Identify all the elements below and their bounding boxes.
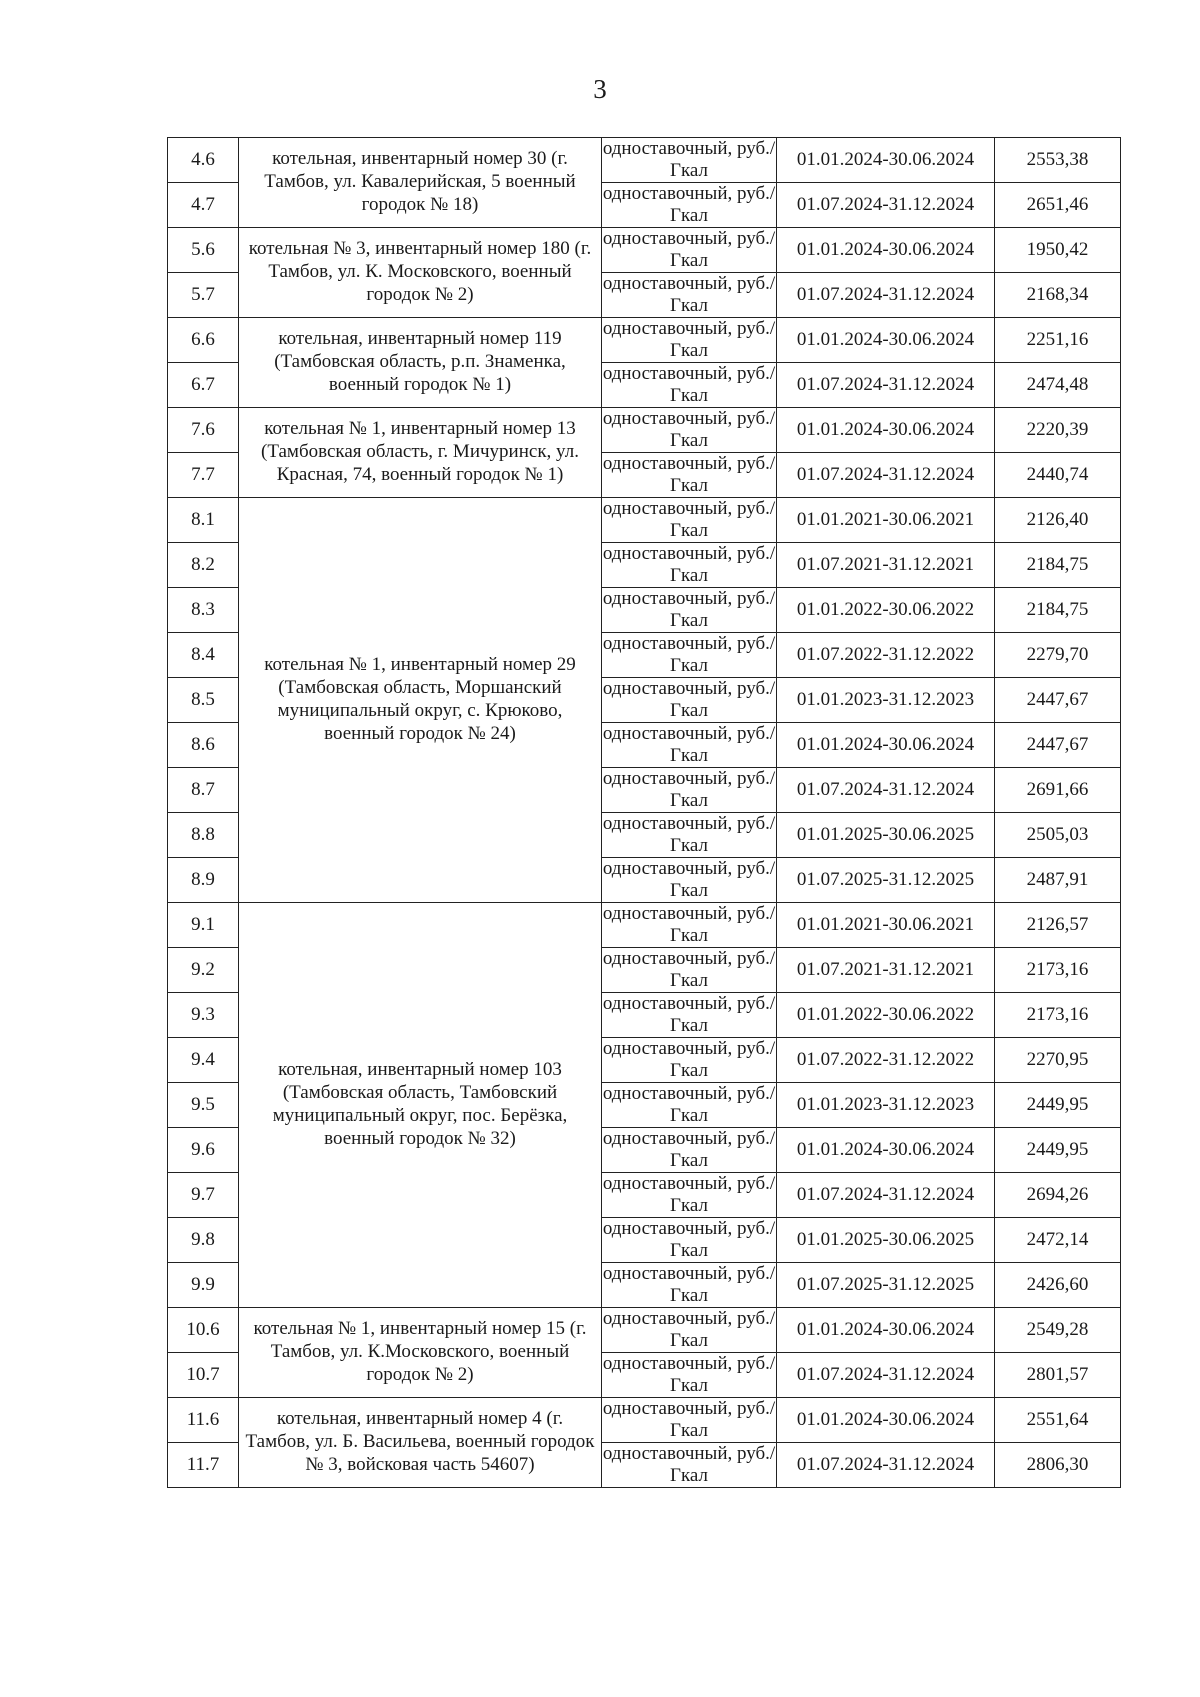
tariff-type: одноставочный, руб./Гкал [602,858,776,901]
row-number: 9.1 [168,903,239,948]
tariff-type: одноставочный, руб./Гкал [602,1398,776,1441]
tariff-period: 01.07.2025-31.12.2025 [777,1263,995,1308]
tariff-period: 01.01.2023-31.12.2023 [777,1083,995,1128]
tariff-period: 01.01.2024-30.06.2024 [777,1128,995,1173]
tariff-period: 01.07.2024-31.12.2024 [777,183,995,228]
tariff-type: одноставочный, руб./Гкал [602,948,776,991]
tariff-period: 01.01.2025-30.06.2025 [777,813,995,858]
row-number: 8.2 [168,543,239,588]
row-number: 10.6 [168,1308,239,1353]
tariff-value: 2447,67 [995,678,1121,723]
tariff-period: 01.07.2025-31.12.2025 [777,858,995,903]
tariff-value: 2487,91 [995,858,1121,903]
row-number: 8.1 [168,498,239,543]
tariff-type: одноставочный, руб./Гкал [602,633,776,676]
boiler-object: котельная № 1, инвентарный номер 29 (Тамбовская область, Моршанский муниципальный округ, с. Крюково, военный городок № 24) [239,498,602,903]
row-number: 8.6 [168,723,239,768]
tariff-type: одноставочный, руб./Гкал [602,813,776,856]
tariff-type: одноставочный, руб./Гкал [602,1083,776,1126]
row-number: 9.2 [168,948,239,993]
row-number: 4.7 [168,183,239,228]
tariff-type: одноставочный, руб./Гкал [602,768,776,811]
tariff-value: 2184,75 [995,543,1121,588]
row-number: 8.7 [168,768,239,813]
tariff-type: одноставочный, руб./Гкал [602,723,776,766]
tariff-value: 2173,16 [995,948,1121,993]
tariff-value: 2691,66 [995,768,1121,813]
table-row [168,903,1121,948]
tariff-period: 01.01.2022-30.06.2022 [777,993,995,1038]
tariff-value: 2220,39 [995,408,1121,453]
row-number: 9.8 [168,1218,239,1263]
tariff-value: 2447,67 [995,723,1121,768]
tariff-period: 01.07.2022-31.12.2022 [777,1038,995,1083]
tariff-value: 2126,57 [995,903,1121,948]
boiler-object: котельная № 1, инвентарный номер 13 (Тамбовская область, г. Мичуринск, ул. Красная, 74, военный городок № 1) [239,408,602,498]
tariff-period: 01.01.2021-30.06.2021 [777,903,995,948]
tariff-value: 2801,57 [995,1353,1121,1398]
row-number: 9.3 [168,993,239,1038]
boiler-object: котельная, инвентарный номер 103 (Тамбовская область, Тамбовский муниципальный округ, пос. Берёзка, военный городок № 32) [239,903,602,1308]
tariff-table [167,137,1121,1488]
tariff-period: 01.01.2024-30.06.2024 [777,408,995,453]
tariff-type: одноставочный, руб./Гкал [602,1218,776,1261]
boiler-object: котельная, инвентарный номер 30 (г. Тамбов, ул. Кавалерийская, 5 военный городок № 18) [239,138,602,228]
table-row [168,1398,1121,1443]
row-number: 5.6 [168,228,239,273]
tariff-value: 2251,16 [995,318,1121,363]
tariff-value: 2449,95 [995,1128,1121,1173]
row-number: 6.7 [168,363,239,408]
row-number: 9.6 [168,1128,239,1173]
tariff-type: одноставочный, руб./Гкал [602,1308,776,1351]
tariff-period: 01.01.2024-30.06.2024 [777,1308,995,1353]
tariff-type: одноставочный, руб./Гкал [602,228,776,271]
tariff-period: 01.07.2021-31.12.2021 [777,543,995,588]
row-number: 4.6 [168,138,239,183]
tariff-type: одноставочный, руб./Гкал [602,678,776,721]
tariff-period: 01.01.2025-30.06.2025 [777,1218,995,1263]
tariff-value: 2549,28 [995,1308,1121,1353]
row-number: 9.4 [168,1038,239,1083]
tariff-type: одноставочный, руб./Гкал [602,408,776,451]
tariff-type: одноставочный, руб./Гкал [602,903,776,946]
tariff-value: 2270,95 [995,1038,1121,1083]
tariff-period: 01.07.2024-31.12.2024 [777,453,995,498]
boiler-object: котельная № 1, инвентарный номер 15 (г. Тамбов, ул. К.Московского, военный городок № 2) [239,1308,602,1398]
tariff-type: одноставочный, руб./Гкал [602,1443,776,1486]
tariff-period: 01.01.2024-30.06.2024 [777,138,995,183]
table-row [168,1308,1121,1353]
row-number: 8.4 [168,633,239,678]
tariff-value: 2426,60 [995,1263,1121,1308]
tariff-value: 2651,46 [995,183,1121,228]
tariff-type: одноставочный, руб./Гкал [602,498,776,541]
boiler-object: котельная № 3, инвентарный номер 180 (г. Тамбов, ул. К. Московского, военный городок № 2) [239,228,602,318]
row-number: 8.3 [168,588,239,633]
tariff-value: 2694,26 [995,1173,1121,1218]
tariff-type: одноставочный, руб./Гкал [602,363,776,406]
tariff-type: одноставочный, руб./Гкал [602,273,776,316]
tariff-value: 2184,75 [995,588,1121,633]
tariff-type: одноставочный, руб./Гкал [602,993,776,1036]
row-number: 7.6 [168,408,239,453]
tariff-period: 01.07.2024-31.12.2024 [777,273,995,318]
tariff-type: одноставочный, руб./Гкал [602,318,776,361]
row-number: 9.9 [168,1263,239,1308]
tariff-period: 01.01.2021-30.06.2021 [777,498,995,543]
tariff-type: одноставочный, руб./Гкал [602,1038,776,1081]
row-number: 9.5 [168,1083,239,1128]
boiler-object: котельная, инвентарный номер 4 (г. Тамбов, ул. Б. Васильева, военный городок № 3, войсковая часть 54607) [239,1398,602,1488]
table-row [168,138,1121,183]
row-number: 8.8 [168,813,239,858]
tariff-value: 2474,48 [995,363,1121,408]
boiler-object: котельная, инвентарный номер 119 (Тамбовская область, р.п. Знаменка, военный городок № 1) [239,318,602,408]
row-number: 7.7 [168,453,239,498]
tariff-value: 2173,16 [995,993,1121,1038]
tariff-value: 2472,14 [995,1218,1121,1263]
tariff-value: 2449,95 [995,1083,1121,1128]
table-row [168,228,1121,273]
row-number: 11.7 [168,1443,239,1488]
tariff-period: 01.07.2024-31.12.2024 [777,1353,995,1398]
tariff-period: 01.07.2024-31.12.2024 [777,363,995,408]
tariff-value: 2279,70 [995,633,1121,678]
tariff-value: 2168,34 [995,273,1121,318]
tariff-period: 01.01.2024-30.06.2024 [777,1398,995,1443]
tariff-value: 2553,38 [995,138,1121,183]
tariff-period: 01.01.2024-30.06.2024 [777,228,995,273]
row-number: 8.9 [168,858,239,903]
row-number: 6.6 [168,318,239,363]
tariff-type: одноставочный, руб./Гкал [602,138,776,181]
row-number: 11.6 [168,1398,239,1443]
tariff-type: одноставочный, руб./Гкал [602,1173,776,1216]
tariff-value: 1950,42 [995,228,1121,273]
tariff-period: 01.07.2024-31.12.2024 [777,1443,995,1488]
table-row [168,318,1121,363]
tariff-type: одноставочный, руб./Гкал [602,588,776,631]
tariff-period: 01.07.2024-31.12.2024 [777,768,995,813]
tariff-period: 01.01.2023-31.12.2023 [777,678,995,723]
tariff-period: 01.07.2021-31.12.2021 [777,948,995,993]
table-row [168,498,1121,543]
tariff-type: одноставочный, руб./Гкал [602,1263,776,1306]
tariff-value: 2806,30 [995,1443,1121,1488]
tariff-period: 01.01.2024-30.06.2024 [777,318,995,363]
tariff-value: 2440,74 [995,453,1121,498]
row-number: 5.7 [168,273,239,318]
tariff-type: одноставочный, руб./Гкал [602,543,776,586]
table-row [168,408,1121,453]
tariff-table-body [168,138,1121,1488]
tariff-period: 01.07.2024-31.12.2024 [777,1173,995,1218]
tariff-period: 01.01.2024-30.06.2024 [777,723,995,768]
row-number: 9.7 [168,1173,239,1218]
tariff-type: одноставочный, руб./Гкал [602,1128,776,1171]
tariff-type: одноставочный, руб./Гкал [602,453,776,496]
tariff-period: 01.07.2022-31.12.2022 [777,633,995,678]
row-number: 8.5 [168,678,239,723]
page-number: 3 [593,74,607,104]
tariff-value: 2126,40 [995,498,1121,543]
tariff-value: 2551,64 [995,1398,1121,1443]
tariff-type: одноставочный, руб./Гкал [602,1353,776,1396]
row-number: 10.7 [168,1353,239,1398]
tariff-value: 2505,03 [995,813,1121,858]
tariff-period: 01.01.2022-30.06.2022 [777,588,995,633]
tariff-type: одноставочный, руб./Гкал [602,183,776,226]
